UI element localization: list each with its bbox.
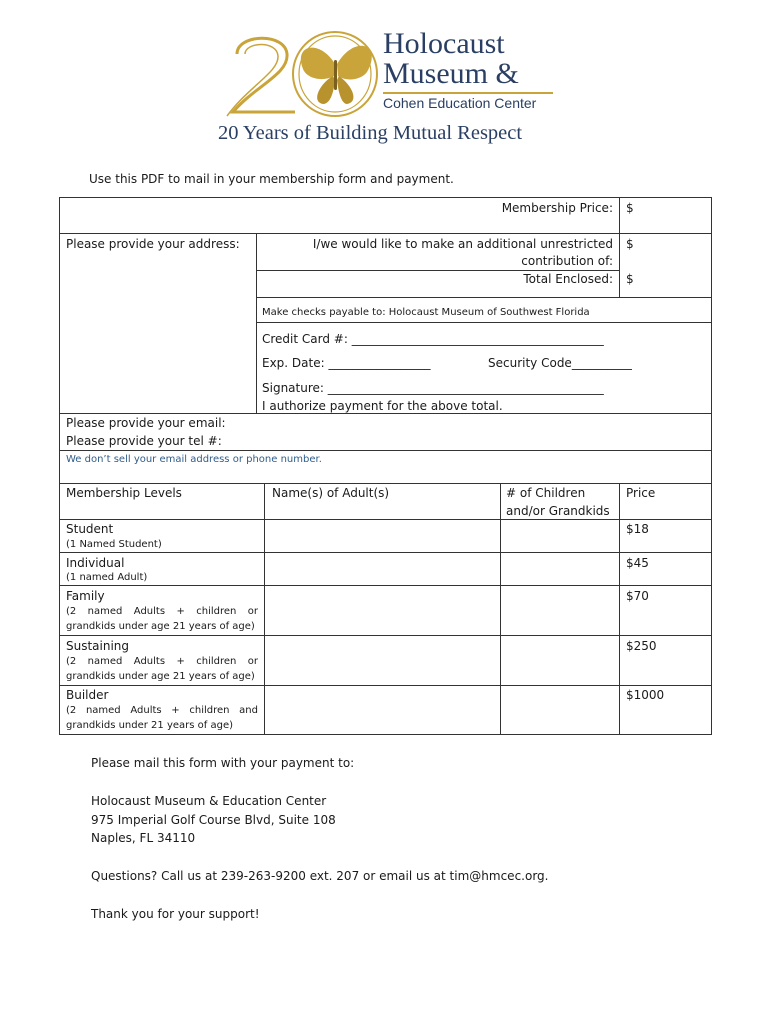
level-name: Family xyxy=(66,589,105,603)
level-desc: (2 named Adults + children or xyxy=(66,606,258,617)
thanks-text: Thank you for your support! xyxy=(91,907,260,921)
level-desc: (2 named Adults + children and xyxy=(66,705,258,716)
children-count-cell[interactable] xyxy=(501,636,619,685)
adult-names-cell[interactable] xyxy=(265,636,500,685)
checks-payable-text: Make checks payable to: Holocaust Museum of Southwest Florida xyxy=(262,307,590,318)
logo-title-line2: Museum & xyxy=(383,57,519,90)
children-count-cell[interactable] xyxy=(501,686,619,734)
level-name: Builder xyxy=(66,688,109,702)
authorize-text: I authorize payment for the above total. xyxy=(262,399,503,413)
logo-tagline: 20 Years of Building Mutual Respect xyxy=(218,122,523,144)
total-enclosed-label: Total Enclosed: xyxy=(523,272,613,286)
email-label[interactable]: Please provide your email: xyxy=(66,416,226,430)
level-name: Student xyxy=(66,522,114,536)
header-children-line2: and/or Grandkids xyxy=(506,504,610,518)
additional-contribution-line1: I/we would like to make an additional unrestricted xyxy=(312,237,613,251)
intro-text: Use this PDF to mail in your membership form and payment. xyxy=(89,172,454,186)
mail-org: Holocaust Museum & Education Center xyxy=(91,794,327,808)
header-price: Price xyxy=(626,486,656,500)
level-price: $70 xyxy=(626,589,649,603)
adult-names-cell[interactable] xyxy=(265,520,500,552)
level-desc: grandkids under 21 years of age) xyxy=(66,720,233,731)
privacy-note: We don’t sell your email address or phone number. xyxy=(66,454,322,465)
level-desc: (1 named Adult) xyxy=(66,572,148,583)
adult-names-cell[interactable] xyxy=(265,553,500,585)
additional-contribution-dollar[interactable]: $ xyxy=(626,237,634,251)
questions-text: Questions? Call us at 239-263-9200 ext. 207 or email us at tim@hmcec.org. xyxy=(91,869,549,883)
header-membership-levels: Membership Levels xyxy=(66,486,182,500)
adult-names-cell[interactable] xyxy=(265,586,500,635)
children-count-cell[interactable] xyxy=(501,553,619,585)
address-field[interactable] xyxy=(60,252,255,412)
level-name: Individual xyxy=(66,556,125,570)
logo-title-line1: Holocaust xyxy=(383,27,505,60)
header-names: Name(s) of Adult(s) xyxy=(272,486,390,500)
logo xyxy=(215,24,560,146)
mail-heading: Please mail this form with your payment to: xyxy=(91,756,355,770)
mail-city: Naples, FL 34110 xyxy=(91,831,196,845)
level-price: $45 xyxy=(626,556,649,570)
level-price: $250 xyxy=(626,639,657,653)
level-desc: grandkids under age 21 years of age) xyxy=(66,621,255,632)
credit-card-field[interactable]: Credit Card #: __________________________________________ xyxy=(262,332,604,346)
level-price: $1000 xyxy=(626,688,665,702)
level-name: Sustaining xyxy=(66,639,130,653)
level-desc: grandkids under age 21 years of age) xyxy=(66,671,255,682)
address-label: Please provide your address: xyxy=(66,237,240,251)
mail-street: 975 Imperial Golf Course Blvd, Suite 108 xyxy=(91,813,336,827)
signature-field[interactable]: Signature: ______________________________________________ xyxy=(262,381,604,395)
butterfly-20-emblem xyxy=(215,24,380,119)
levels-table-border xyxy=(59,483,711,484)
payment-table-border xyxy=(59,197,711,198)
tel-label[interactable]: Please provide your tel #: xyxy=(66,434,222,448)
additional-contribution-line2: contribution of: xyxy=(521,254,613,268)
total-enclosed-dollar[interactable]: $ xyxy=(626,272,634,286)
level-price: $18 xyxy=(626,522,649,536)
header-children-line1: # of Children xyxy=(506,486,586,500)
security-code-field[interactable]: Security Code__________ xyxy=(488,356,632,370)
level-desc: (2 named Adults + children or xyxy=(66,656,258,667)
membership-price-label: Membership Price: xyxy=(501,201,613,215)
logo-divider xyxy=(383,92,553,94)
logo-subtitle: Cohen Education Center xyxy=(383,95,537,111)
children-count-cell[interactable] xyxy=(501,586,619,635)
children-count-cell[interactable] xyxy=(501,520,619,552)
exp-date-field[interactable]: Exp. Date: _________________ xyxy=(262,356,431,370)
level-desc: (1 Named Student) xyxy=(66,539,162,550)
adult-names-cell[interactable] xyxy=(265,686,500,734)
membership-price-dollar[interactable]: $ xyxy=(626,201,634,215)
